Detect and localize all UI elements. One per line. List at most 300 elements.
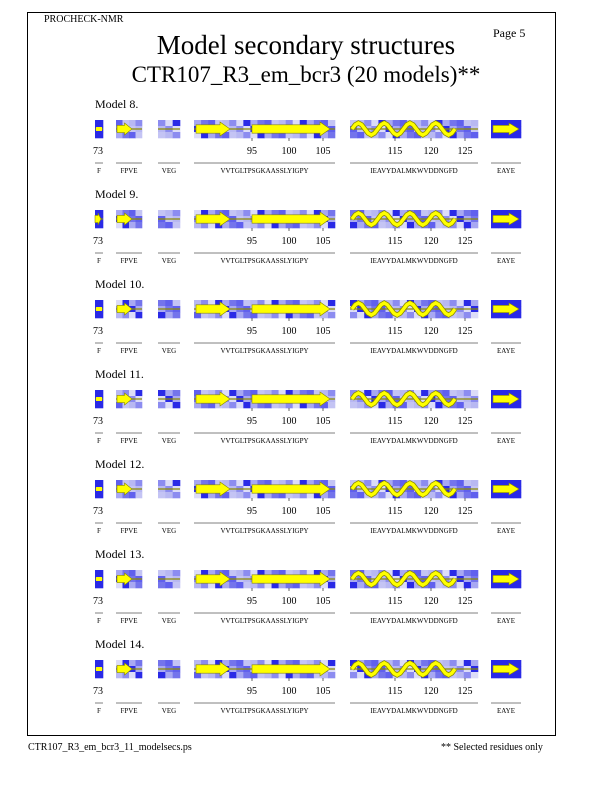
shading-cell	[435, 312, 442, 318]
segment-residues: VEG	[161, 257, 177, 265]
shading-cell	[229, 210, 236, 216]
residue-number: 105	[315, 506, 331, 517]
first-residue-number: 73	[93, 506, 103, 517]
shading-cell	[173, 120, 181, 126]
shading-cell	[243, 222, 250, 228]
shading-cell	[95, 132, 103, 138]
shading-cell	[173, 660, 181, 666]
shading-cell	[165, 390, 173, 396]
shading-cell	[136, 480, 143, 486]
shading-cell	[243, 480, 250, 486]
shading-cell	[435, 222, 442, 228]
shading-cell	[173, 210, 181, 216]
shading-cell	[450, 390, 457, 396]
shading-cell	[229, 132, 236, 138]
shading-cell	[407, 672, 414, 678]
residue-number: 125	[457, 596, 473, 607]
shading-cell	[457, 390, 464, 396]
shading-cell	[158, 300, 166, 306]
shading-cell	[165, 222, 173, 228]
shading-cell	[173, 390, 181, 396]
segment-residues: IEAVYDALMKWVDDNGFD	[370, 437, 458, 445]
shading-cell	[229, 582, 236, 588]
shading-cell	[136, 390, 143, 396]
shading-cell	[328, 210, 335, 216]
shading-cell	[464, 222, 471, 228]
residue-number: 125	[457, 686, 473, 697]
shading-cell	[95, 480, 103, 486]
shading-cell	[442, 480, 449, 486]
shading-cell	[471, 132, 478, 138]
model-structure-plot	[0, 547, 612, 627]
segment-residues: FPVE	[120, 617, 138, 625]
shading-cell	[407, 402, 414, 408]
shading-cell	[457, 672, 464, 678]
shading-cell	[229, 312, 236, 318]
model-block	[0, 187, 612, 267]
shading-cell	[173, 132, 181, 138]
shading-cell	[95, 402, 103, 408]
residue-number: 120	[423, 326, 439, 337]
shading-cell	[158, 402, 166, 408]
shading-cell	[243, 672, 250, 678]
model-label: Model 12.	[95, 457, 145, 471]
shading-cell	[236, 402, 243, 408]
segment-residues: FPVE	[120, 437, 138, 445]
shading-cell	[442, 660, 449, 666]
residue-number: 100	[281, 146, 297, 157]
strand-stub	[96, 307, 102, 311]
shading-cell	[328, 582, 335, 588]
shading-cell	[378, 492, 385, 498]
segment-residues: F	[97, 437, 101, 445]
shading-cell	[158, 312, 166, 318]
shading-cell	[165, 660, 173, 666]
shading-cell	[350, 672, 357, 678]
segment-residues: F	[97, 707, 101, 715]
shading-cell	[350, 402, 357, 408]
model-structure-plot	[0, 637, 612, 717]
shading-cell	[464, 570, 471, 576]
shading-cell	[357, 132, 364, 138]
shading-cell	[378, 582, 385, 588]
shading-cell	[491, 672, 499, 678]
shading-cell	[457, 480, 464, 486]
shading-cell	[158, 390, 166, 396]
shading-cell	[457, 570, 464, 576]
shading-cell	[328, 480, 335, 486]
shading-cell	[421, 300, 428, 306]
shading-cell	[464, 672, 471, 678]
shading-cell	[464, 492, 471, 498]
shading-cell	[357, 672, 364, 678]
strand-stub	[96, 667, 102, 671]
shading-cell	[328, 402, 335, 408]
shading-cell	[173, 672, 181, 678]
shading-cell	[173, 312, 181, 318]
shading-cell	[464, 402, 471, 408]
shading-cell	[499, 132, 507, 138]
shading-cell	[457, 312, 464, 318]
shading-cell	[442, 210, 449, 216]
shading-cell	[499, 222, 507, 228]
residue-number: 115	[387, 326, 403, 337]
shading-cell	[129, 582, 136, 588]
first-residue-number: 73	[93, 686, 103, 697]
shading-cell	[364, 300, 371, 306]
model-block	[0, 277, 612, 357]
shading-cell	[393, 660, 400, 666]
shading-cell	[457, 210, 464, 216]
shading-cell	[165, 492, 173, 498]
shading-cell	[165, 480, 173, 486]
model-label: Model 8.	[95, 97, 139, 111]
program-name: PROCHECK-NMR	[44, 14, 124, 25]
page-title: Model secondary structures	[156, 30, 456, 60]
shading-cell	[236, 672, 243, 678]
shading-cell	[471, 300, 478, 306]
shading-cell	[421, 660, 428, 666]
model-label: Model 13.	[95, 547, 145, 561]
segment-residues: F	[97, 617, 101, 625]
shading-cell	[364, 660, 371, 666]
shading-cell	[229, 480, 236, 486]
residue-number: 95	[247, 236, 257, 247]
shading-cell	[136, 312, 143, 318]
shading-cell	[514, 300, 522, 306]
residue-number: 115	[387, 236, 403, 247]
shading-cell	[464, 390, 471, 396]
shading-cell	[491, 222, 499, 228]
segment-residues: EAYE	[496, 257, 516, 265]
shading-cell	[514, 210, 522, 216]
shading-cell	[471, 312, 478, 318]
segment-residues: IEAVYDALMKWVDDNGFD	[370, 617, 458, 625]
shading-cell	[229, 570, 236, 576]
shading-cell	[95, 300, 103, 306]
footer-note: ** Selected residues only	[441, 742, 543, 753]
shading-cell	[95, 672, 103, 678]
residue-number: 95	[247, 326, 257, 337]
shading-cell	[136, 120, 143, 126]
shading-cell	[350, 222, 357, 228]
shading-cell	[464, 132, 471, 138]
shading-cell	[243, 402, 250, 408]
shading-cell	[514, 132, 522, 138]
model-label: Model 14.	[95, 637, 145, 651]
shading-cell	[450, 480, 457, 486]
first-residue-number: 73	[93, 236, 103, 247]
shading-cell	[491, 492, 499, 498]
model-structure-plot	[0, 277, 612, 357]
shading-cell	[165, 210, 173, 216]
shading-cell	[450, 570, 457, 576]
model-block	[0, 547, 612, 627]
shading-cell	[116, 132, 123, 138]
shading-cell	[364, 570, 371, 576]
shading-cell	[471, 210, 478, 216]
shading-cell	[173, 492, 181, 498]
shading-cell	[236, 570, 243, 576]
residue-number: 105	[315, 596, 331, 607]
shading-cell	[95, 312, 103, 318]
shading-cell	[407, 222, 414, 228]
shading-cell	[173, 582, 181, 588]
shading-cell	[442, 300, 449, 306]
shading-cell	[364, 210, 371, 216]
shading-cell	[442, 390, 449, 396]
shading-cell	[95, 570, 103, 576]
shading-cell	[328, 390, 335, 396]
shading-cell	[136, 570, 143, 576]
shading-cell	[421, 570, 428, 576]
shading-cell	[435, 132, 442, 138]
segment-residues: VEG	[161, 617, 177, 625]
segment-residues: F	[97, 257, 101, 265]
shading-cell	[499, 582, 507, 588]
shading-cell	[407, 312, 414, 318]
shading-cell	[165, 120, 173, 126]
shading-cell	[457, 402, 464, 408]
model-structure-plot	[0, 367, 612, 447]
shading-cell	[514, 492, 522, 498]
residue-number: 100	[281, 326, 297, 337]
shading-cell	[457, 582, 464, 588]
shading-cell	[464, 120, 471, 126]
shading-cell	[158, 132, 166, 138]
segment-residues: EAYE	[496, 527, 516, 535]
strand-stub	[96, 487, 102, 491]
shading-cell	[173, 222, 181, 228]
shading-cell	[364, 480, 371, 486]
residue-number: 115	[387, 686, 403, 697]
shading-cell	[136, 210, 143, 216]
shading-cell	[95, 492, 103, 498]
shading-cell	[136, 672, 143, 678]
segment-residues: EAYE	[496, 167, 516, 175]
shading-cell	[328, 660, 335, 666]
residue-number: 105	[315, 326, 331, 337]
shading-cell	[328, 132, 335, 138]
shading-cell	[378, 222, 385, 228]
shading-cell	[129, 672, 136, 678]
shading-cell	[173, 300, 181, 306]
shading-cell	[229, 300, 236, 306]
shading-cell	[378, 132, 385, 138]
strand-stub	[96, 397, 102, 401]
shading-cell	[471, 660, 478, 666]
shading-cell	[243, 312, 250, 318]
segment-residues: IEAVYDALMKWVDDNGFD	[370, 527, 458, 535]
segment-residues: VVTGLTPSGKAASSLYIGPY	[220, 707, 309, 715]
shading-cell	[158, 222, 166, 228]
page-number: Page 5	[493, 26, 526, 40]
shading-cell	[173, 480, 181, 486]
shading-cell	[129, 402, 136, 408]
shading-cell	[393, 390, 400, 396]
shading-cell	[378, 672, 385, 678]
shading-cell	[129, 120, 136, 126]
shading-cell	[421, 120, 428, 126]
shading-cell	[393, 480, 400, 486]
shading-cell	[393, 120, 400, 126]
shading-cell	[129, 492, 136, 498]
shading-cell	[243, 300, 250, 306]
shading-cell	[165, 402, 173, 408]
shading-cell	[236, 132, 243, 138]
shading-cell	[243, 132, 250, 138]
shading-cell	[158, 660, 166, 666]
segment-residues: IEAVYDALMKWVDDNGFD	[370, 167, 458, 175]
shading-cell	[129, 312, 136, 318]
shading-cell	[464, 300, 471, 306]
shading-cell	[464, 660, 471, 666]
strand-stub	[96, 577, 102, 581]
residue-number: 95	[247, 596, 257, 607]
shading-cell	[229, 660, 236, 666]
shading-cell	[173, 402, 181, 408]
shading-cell	[357, 492, 364, 498]
shading-cell	[464, 582, 471, 588]
shading-cell	[393, 210, 400, 216]
shading-cell	[328, 120, 335, 126]
shading-cell	[328, 222, 335, 228]
shading-cell	[165, 312, 173, 318]
shading-cell	[457, 300, 464, 306]
shading-cell	[471, 582, 478, 588]
residue-number: 100	[281, 686, 297, 697]
segment-residues: VVTGLTPSGKAASSLYIGPY	[220, 527, 309, 535]
model-structure-plot	[0, 187, 612, 267]
shading-cell	[364, 120, 371, 126]
shading-cell	[243, 390, 250, 396]
shading-cell	[236, 300, 243, 306]
shading-cell	[435, 402, 442, 408]
shading-cell	[457, 660, 464, 666]
shading-cell	[464, 312, 471, 318]
shading-cell	[243, 660, 250, 666]
shading-cell	[158, 582, 166, 588]
shading-cell	[514, 120, 522, 126]
shading-cell	[457, 132, 464, 138]
residue-number: 115	[387, 506, 403, 517]
shading-cell	[116, 222, 123, 228]
shading-cell	[514, 312, 522, 318]
shading-cell	[165, 132, 173, 138]
shading-cell	[514, 672, 522, 678]
segment-residues: VVTGLTPSGKAASSLYIGPY	[220, 347, 309, 355]
shading-cell	[229, 402, 236, 408]
shading-cell	[514, 390, 522, 396]
shading-cell	[442, 120, 449, 126]
residue-number: 125	[457, 326, 473, 337]
shading-cell	[136, 132, 143, 138]
shading-cell	[236, 222, 243, 228]
shading-cell	[457, 492, 464, 498]
shading-cell	[158, 120, 166, 126]
shading-cell	[136, 300, 143, 306]
shading-cell	[471, 480, 478, 486]
shading-cell	[450, 210, 457, 216]
shading-cell	[229, 672, 236, 678]
shading-cell	[350, 582, 357, 588]
shading-cell	[514, 402, 522, 408]
shading-cell	[421, 390, 428, 396]
segment-residues: VVTGLTPSGKAASSLYIGPY	[220, 437, 309, 445]
shading-cell	[499, 312, 507, 318]
shading-cell	[514, 582, 522, 588]
shading-cell	[350, 312, 357, 318]
model-block	[0, 457, 612, 537]
model-label: Model 10.	[95, 277, 145, 291]
shading-cell	[116, 402, 123, 408]
shading-cell	[136, 492, 143, 498]
segment-residues: FPVE	[120, 527, 138, 535]
shading-cell	[357, 582, 364, 588]
shading-cell	[378, 312, 385, 318]
residue-number: 125	[457, 416, 473, 427]
shading-cell	[364, 390, 371, 396]
residue-number: 105	[315, 416, 331, 427]
shading-cell	[471, 402, 478, 408]
shading-cell	[357, 222, 364, 228]
segment-residues: IEAVYDALMKWVDDNGFD	[370, 707, 458, 715]
shading-cell	[328, 492, 335, 498]
shading-cell	[229, 222, 236, 228]
shading-cell	[499, 672, 507, 678]
shading-cell	[236, 390, 243, 396]
first-residue-number: 73	[93, 146, 103, 157]
model-block	[0, 97, 612, 177]
shading-cell	[95, 390, 103, 396]
shading-cell	[457, 120, 464, 126]
segment-residues: VEG	[161, 347, 177, 355]
shading-cell	[442, 570, 449, 576]
residue-number: 95	[247, 686, 257, 697]
shading-cell	[116, 672, 123, 678]
shading-cell	[129, 660, 136, 666]
shading-cell	[407, 492, 414, 498]
residue-number: 120	[423, 416, 439, 427]
shading-cell	[158, 492, 166, 498]
shading-cell	[136, 222, 143, 228]
page-subtitle: CTR107_R3_em_bcr3 (20 models)**	[131, 62, 481, 87]
shading-cell	[129, 222, 136, 228]
shading-cell	[129, 480, 136, 486]
shading-cell	[457, 222, 464, 228]
shading-cell	[435, 672, 442, 678]
shading-cell	[471, 492, 478, 498]
model-label: Model 9.	[95, 187, 139, 201]
shading-cell	[116, 582, 123, 588]
segment-residues: EAYE	[496, 347, 516, 355]
shading-cell	[229, 390, 236, 396]
shading-cell	[136, 582, 143, 588]
residue-number: 100	[281, 416, 297, 427]
shading-cell	[491, 312, 499, 318]
segment-residues: FPVE	[120, 167, 138, 175]
residue-number: 115	[387, 596, 403, 607]
shading-cell	[236, 582, 243, 588]
segment-residues: VEG	[161, 167, 177, 175]
segment-residues: VEG	[161, 527, 177, 535]
first-residue-number: 73	[93, 416, 103, 427]
shading-cell	[136, 660, 143, 666]
shading-cell	[129, 570, 136, 576]
residue-number: 120	[423, 596, 439, 607]
shading-cell	[236, 210, 243, 216]
shading-cell	[499, 492, 507, 498]
